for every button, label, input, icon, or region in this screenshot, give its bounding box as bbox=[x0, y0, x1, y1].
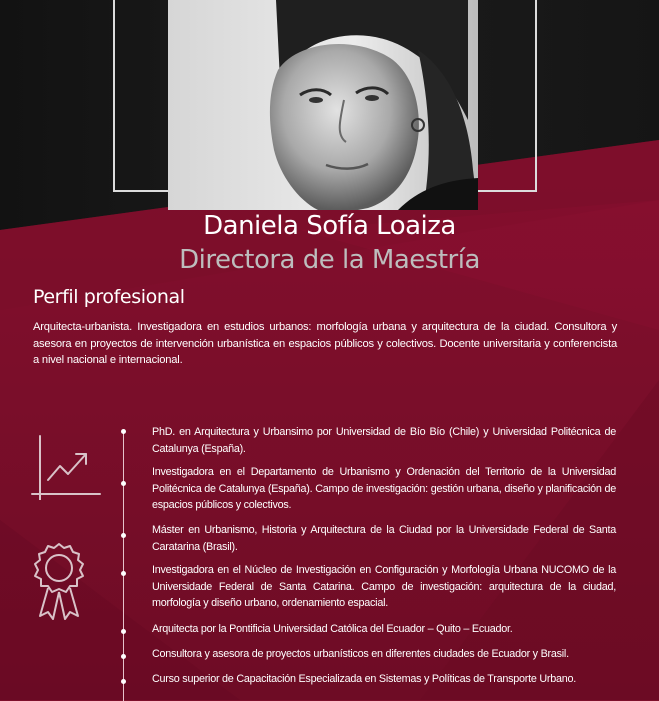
timeline-line bbox=[123, 431, 124, 701]
timeline-bullet bbox=[121, 654, 126, 659]
timeline-item: Consultora y asesora de proyectos urbanísticos en diferentes ciudades de Ecuador y Brasil. bbox=[152, 648, 569, 660]
timeline-bullet bbox=[121, 571, 126, 576]
timeline-item: Máster en Urbanismo, Historia y Arquitectura de la Ciudad por la Universidade Federal de Santa Caratarina (Brasil). bbox=[152, 524, 616, 553]
timeline-bullet bbox=[121, 679, 126, 684]
profile-summary: Arquitecta-urbanista. Investigadora en estudios urbanos: morfología urbana y arquitectura de la ciudad. Consultora y asesora en proyectos de intervención urbanística en espacios públicos y colectivos. Docente universitaria y conferencista a nivel nacional e internacional. bbox=[33, 321, 617, 366]
timeline-bullet bbox=[121, 481, 126, 486]
award-ribbon-icon bbox=[32, 542, 86, 622]
portrait-photo bbox=[168, 0, 478, 210]
person-role: Directora de la Maestría bbox=[179, 245, 480, 275]
timeline-item: Investigadora en el Departamento de Urbanismo y Ordenación del Territorio de la Universidad Politécnica de Catalunya (España). Campo de investigación: gestión urbana, diseño y planificación de espacios públicos y colectivos. bbox=[152, 466, 616, 511]
timeline-bullet bbox=[121, 533, 126, 538]
timeline-item: Investigadora en el Núcleo de Investigación en Configuración y Morfología Urbana NUCOMO de la Universidade Federal de Santa Catarina. Campo de investigación: arquitectura de la ciudad, morfología y diseño urbano, ordenamiento espacial. bbox=[152, 564, 616, 609]
timeline-item: Arquitecta por la Pontificia Universidad Católica del Ecuador – Quito – Ecuador. bbox=[152, 623, 513, 635]
timeline-item: Curso superior de Capacitación Especializada en Sistemas y Políticas de Transporte Urbano. bbox=[152, 673, 576, 685]
section-title: Perfil profesional bbox=[33, 286, 185, 308]
timeline-bullet bbox=[121, 629, 126, 634]
timeline-item: PhD. en Arquitectura y Urbansimo por Universidad de Bío Bío (Chile) y Universidad Politécnica de Catalunya (España). bbox=[152, 426, 616, 455]
timeline-bullet bbox=[121, 429, 126, 434]
person-name: Daniela Sofía Loaiza bbox=[203, 211, 456, 241]
growth-chart-icon bbox=[30, 434, 102, 500]
